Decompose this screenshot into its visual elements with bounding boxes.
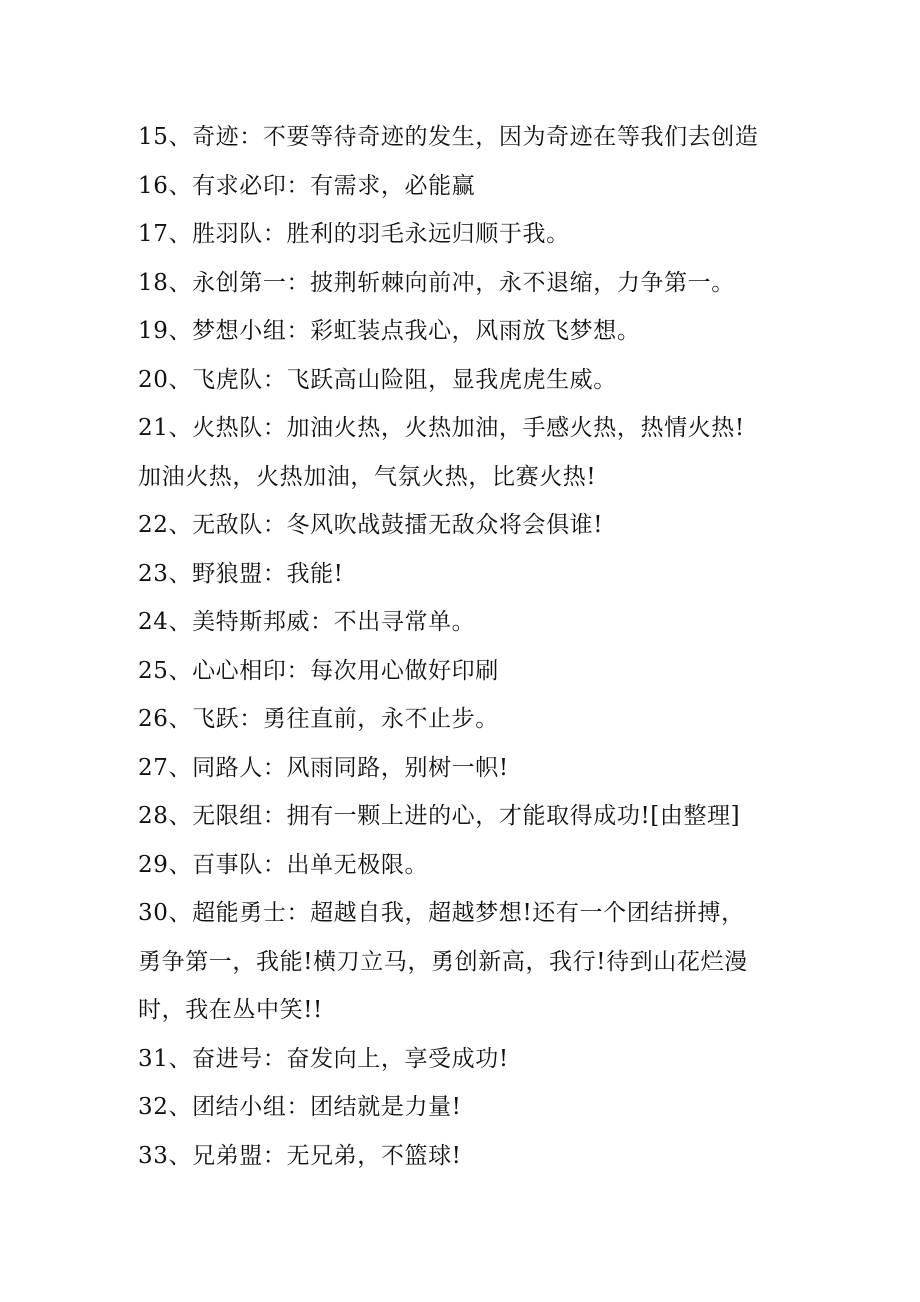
- list-item: 15、奇迹：不要等待奇迹的发生，因为奇迹在等我们去创造: [138, 124, 759, 150]
- list-item: 24、美特斯邦威：不出寻常单。: [138, 609, 476, 635]
- list-item: 勇争第一，我能!横刀立马，勇创新高，我行!待到山花烂漫: [138, 948, 748, 975]
- list-item: 22、无敌队：冬风吹战鼓擂无敌众将会俱谁!: [138, 512, 604, 538]
- list-item: 18、永创第一：披荆斩棘向前冲，永不退缩，力争第一。: [138, 269, 735, 296]
- list-item: 16、有求必印：有需求，必能赢: [138, 172, 476, 199]
- list-item: 29、百事队：出单无极限。: [138, 851, 429, 878]
- list-item: 28、无限组：拥有一颗上进的心，才能取得成功![由整理]: [138, 803, 741, 829]
- list-item: 30、超能勇士：超越自我，超越梦想!还有一个团结拼搏，: [138, 900, 745, 926]
- list-item: 加油火热，火热加油，气氛火热，比赛火热!: [138, 463, 597, 490]
- list-item: 33、兄弟盟：无兄弟，不篮球!: [138, 1142, 462, 1169]
- list-item: 27、同路人：风雨同路，别树一帜!: [138, 754, 509, 781]
- list-item: 21、火热队：加油火热，火热加油，手感火热，热情火热!: [138, 415, 745, 441]
- list-item: 17、胜羽队：胜利的羽毛永远归顺于我。: [138, 221, 570, 247]
- list-item: 23、野狼盟：我能!: [138, 560, 344, 587]
- list-item: 19、梦想小组：彩虹装点我心，风雨放飞梦想。: [138, 318, 641, 344]
- slogan-list: [138, 113, 798, 1180]
- list-item: 时，我在丛中笑!!: [138, 997, 323, 1023]
- list-item: 26、飞跃：勇往直前，永不止步。: [138, 706, 499, 732]
- list-item: 20、飞虎队：飞跃高山险阻，显我虎虎生威。: [138, 366, 617, 393]
- list-item: 32、团结小组：团结就是力量!: [138, 1094, 462, 1120]
- list-item: 25、心心相印：每次用心做好印刷: [138, 657, 499, 684]
- list-item: 31、奋进号：奋发向上，享受成功!: [138, 1045, 509, 1072]
